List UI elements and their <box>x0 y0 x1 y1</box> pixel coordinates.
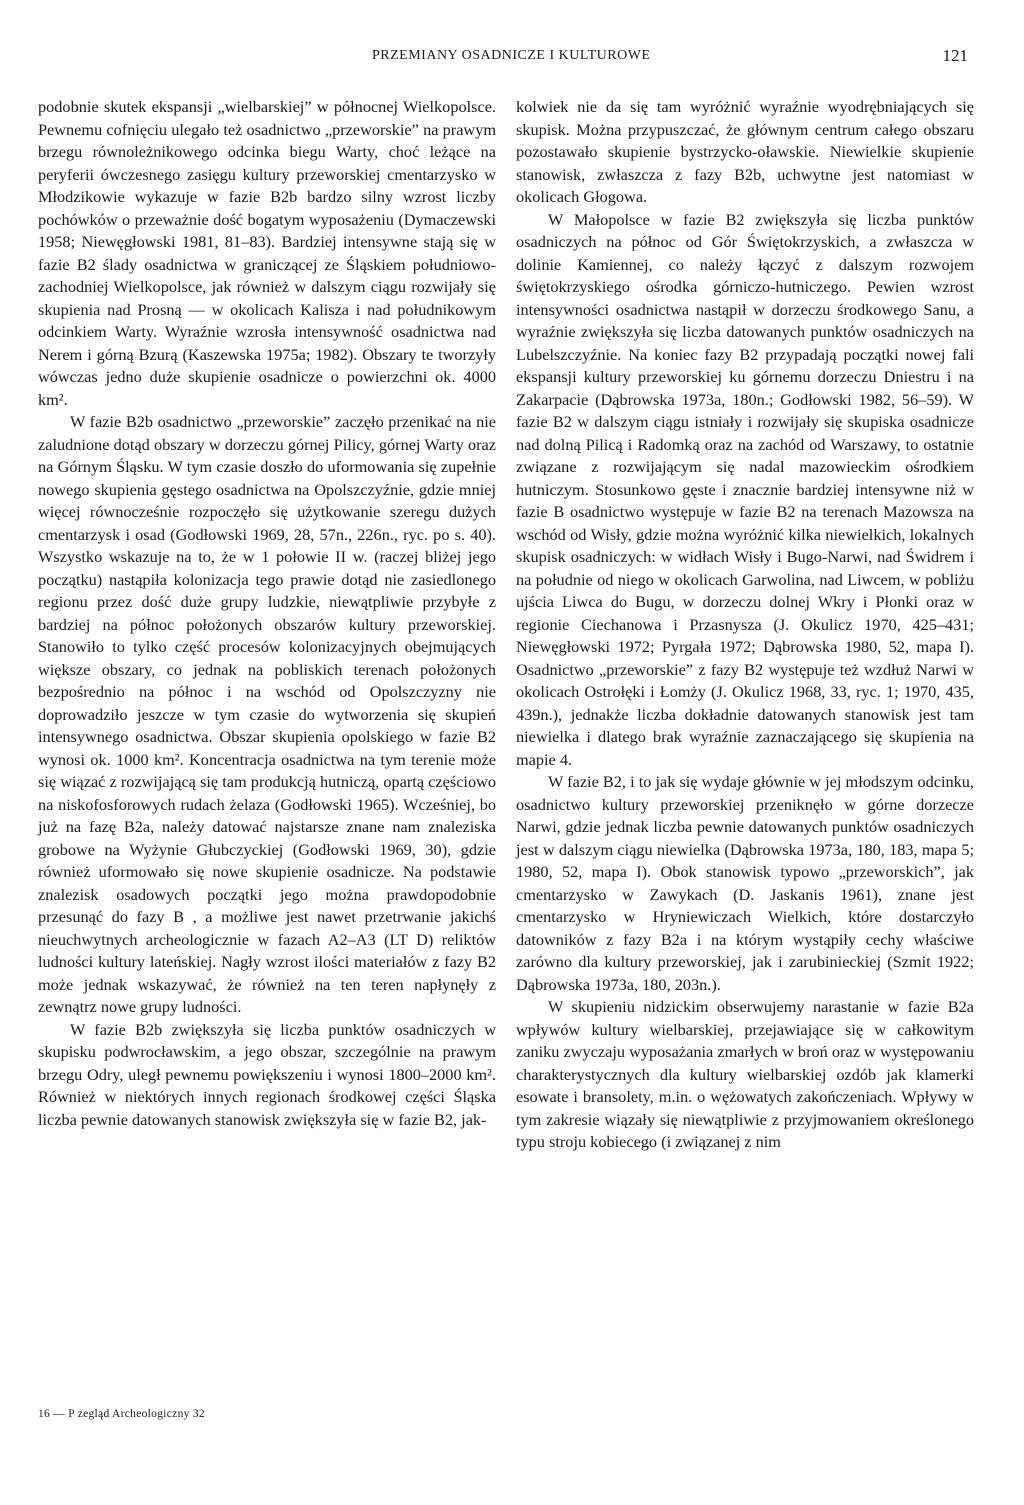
paragraph: W Małopolsce w fazie B2 zwiększyła się liczba punktów osadniczych na północ od Gór Świętokrzyskich, a zwłaszcza w dolinie Kamiennej, co należy łączyć z dalszym rozwojem świętokrzyskiego ośrodka górniczo-hutniczego. Pewien wzrost intensywności osadnictwa nastąpił w dorzeczu środkowego Sanu, a wyraźnie zwiększyła się liczba datowanych punktów osadniczych na Lubelszczyźnie. Na koniec fazy B2 przypadają początki nowej fali ekspansji kultury przeworskiej ku górnemu dorzeczu Dniestru i na Zakarpacie (Dąbrowska 1973a, 180n.; Godłowski 1982, 56–59). W fazie B2 w dalszym ciągu istniały i rozwijały się skupiska osadnicze nad dolną Pilicą i Radomką oraz na zachód od Warszawy, to ostatnie związane z rozwijającym się nadal mazowieckim ośrodkiem hutniczym. Stosunkowo gęste i znacznie bardziej intensywne niż w fazie B osadnictwo występuje w fazie B2 na terenach Mazowsza na wschód od Wisły, gdzie można wyróżnić kilka niewielkich, lokalnych skupisk osadniczych: w widłach Wisły i Bugo-Narwi, nad Świdrem i na południe od niego w okolicach Garwolina, nad Liwcem, w pobliżu ujścia Liwca do Bugu, w dorzeczu dolnej Wkry i Płonki oraz w regionie Ciechanowa i Przasnysza (J. Okulicz 1970, 425–431; Niewęgłowski 1972; Pyrgała 1972; Dąbrowska 1980, 52, mapa I). Osadnictwo „przeworskie” z fazy B2 występuje też wzdłuż Narwi w okolicach Ostrołęki i Łomży (J. Okulicz 1968, 33, ryc. 1; 1970, 435, 439n.), jednakże liczba dokładnie datowanych stanowisk jest tam niewielka i dlatego brak wyraźnie zaznaczającego się skupienia na mapie 4. <box>516 209 974 769</box>
left-column <box>38 96 496 1131</box>
page-number: 121 <box>942 46 968 65</box>
paragraph: W skupieniu nidzickim obserwujemy narastanie w fazie B2a wpływów kultury wielbarskiej, przejawiające się w całkowitym zaniku zwyczaju wyposażania zmarłych w broń oraz w występowaniu charakterystycznych dla kultury wielbarskiej ozdób jak klamerki esowate i bransolety, m.in. o wężowatych zakończeniach. Wpływy w tym zakresie wiązały się niewątpliwie z przyjmowaniem określonego typu stroju kobiecego (i związanej z nim <box>516 997 974 1151</box>
paragraph: podobnie skutek ekspansji „wielbarskiej” w północnej Wielkopolsce. Pewnemu cofnięciu ulegało też osadnictwo „przeworskie” na prawym brzegu równoleżnikowego odcinka biegu Warty, choć leżące na peryferii ówczesnego zasięgu kultury przeworskiej cmentarzysko w Młodzikowie wykazuje w fazie B2b bardzo silny wzrost liczby pochówków o przeważnie dość bogatym wyposażeniu (Dymaczewski 1958; Niewęgłowski 1981, 81–83). Bardziej intensywne stają się w fazie B2 ślady osadnictwa w graniczącej ze Śląskiem południowo-zachodniej Wielkopolsce, jak również w dalszym ciągu rozwijały się skupienia nad Prosną — w okolicach Kalisza i nad południkowym odcinkiem Warty. Wyraźnie wzrosła intensywność osadnictwa nad Nerem i górną Bzurą (Kaszewska 1975a; 1982). Obszary te tworzyły wówczas jedno duże skupienie osadnicze o powierzchni ok. 4000 km². <box>38 97 496 409</box>
paragraph: kolwiek nie da się tam wyróżnić wyraźnie wyodrębniających się skupisk. Można przypuszczać, że głównym centrum całego obszaru pozostawało skupienie bystrzycko-oławskie. Niewielkie skupienie stanowisk, zwłaszcza z fazy B2b, uchwytne jest natomiast w okolicach Głogowa. <box>516 97 974 206</box>
running-head: PRZEMIANY OSADNICZE I KULTUROWE <box>372 48 651 63</box>
printer-signature: 16 — P zegląd Archeologiczny 32 <box>38 1408 205 1420</box>
right-column <box>516 96 974 1154</box>
paragraph: W fazie B2b zwiększyła się liczba punktów osadniczych w skupisku podwrocławskim, a jego obszar, szczególnie na prawym brzegu Odry, uległ pewnemu powiększeniu i wynosi 1800–2000 km². Również w niektórych innych regionach środkowej części Śląska liczba pewnie datowanych stanowisk zwiększyła się w fazie B2, jak- <box>38 1019 496 1129</box>
paragraph: W fazie B2b osadnictwo „przeworskie” zaczęło przenikać na nie zaludnione dotąd obszary w dorzeczu górnej Pilicy, górnej Warty oraz na Górnym Śląsku. W tym czasie doszło do uformowania się zupełnie nowego skupienia gęstego osadnictwa na Opolszczyźnie, gdzie mniej więcej równocześnie rozpoczęło się użytkowanie szeregu dużych cmentarzysk i osad (Godłowski 1969, 28, 57n., 226n., ryc. po s. 40). Wszystko wskazuje na to, że w 1 połowie II w. (raczej bliżej jego początku) nastąpiła kolonizacja tego prawie dotąd nie zasiedlonego regionu przez dość duże grupy ludzkie, niewątpliwie przybyłe z bardziej na północ położonych obszarów kultury przeworskiej. Stanowiło to tylko część procesów kolonizacyjnych obejmujących większe obszary, co jednak na pobliskich terenach położonych bezpośrednio na północ i na wschód od Opolszczyzny nie doprowadziło jeszcze w tym czasie do wytworzenia się skupień intensywnego osadnictwa. Obszar skupienia opolskiego w fazie B2 wynosi ok. 1000 km². Koncentracja osadnictwa na tym terenie może się wiązać z rozwijającą się tam produkcją hutniczą, opartą częściowo na niskofosforowych rudach żelaza (Godłowski 1965). Wcześniej, bo już na fazę B2a, należy datować najstarsze znane nam znaleziska grobowe na Wyżynie Głubczyckiej (Godłowski 1969, 30), gdzie również uformowało się nowe skupienie osadnicze. Na podstawie znalezisk osadowych początki jego można prawdopodobnie przesunąć do fazy B , a możliwe jest nawet przetrwanie jakichś nieuchwytnych archeologicznie w fazach A2–A3 (LT D) reliktów ludności kultury lateńskiej. Nagły wzrost ilości materiałów z fazy B2 może jednak wskazywać, że również na ten teren napłynęły z zewnątrz nowe grupy ludności. <box>38 412 496 1016</box>
paragraph: W fazie B2, i to jak się wydaje głównie w jej młodszym odcinku, osadnictwo kultury przeworskiej przeniknęło w górne dorzecze Narwi, gdzie jednak liczba pewnie datowanych punktów osadniczych jest w dalszym ciągu niewielka (Dąbrowska 1973a, 180, 183, mapa 5; 1980, 52, mapa I). Obok stanowisk typowo „przeworskich”, jak cmentarzysko w Zawykach (D. Jaskanis 1961), znane jest cmentarzysko w Hryniewiczach Wielkich, które dostarczyło datowników z fazy B2a i na którym wystąpiły cechy właściwe zarówno dla kultury przeworskiej, jak i zarubinieckiej (Szmit 1922; Dąbrowska 1973a, 180, 203n.). <box>516 772 974 994</box>
